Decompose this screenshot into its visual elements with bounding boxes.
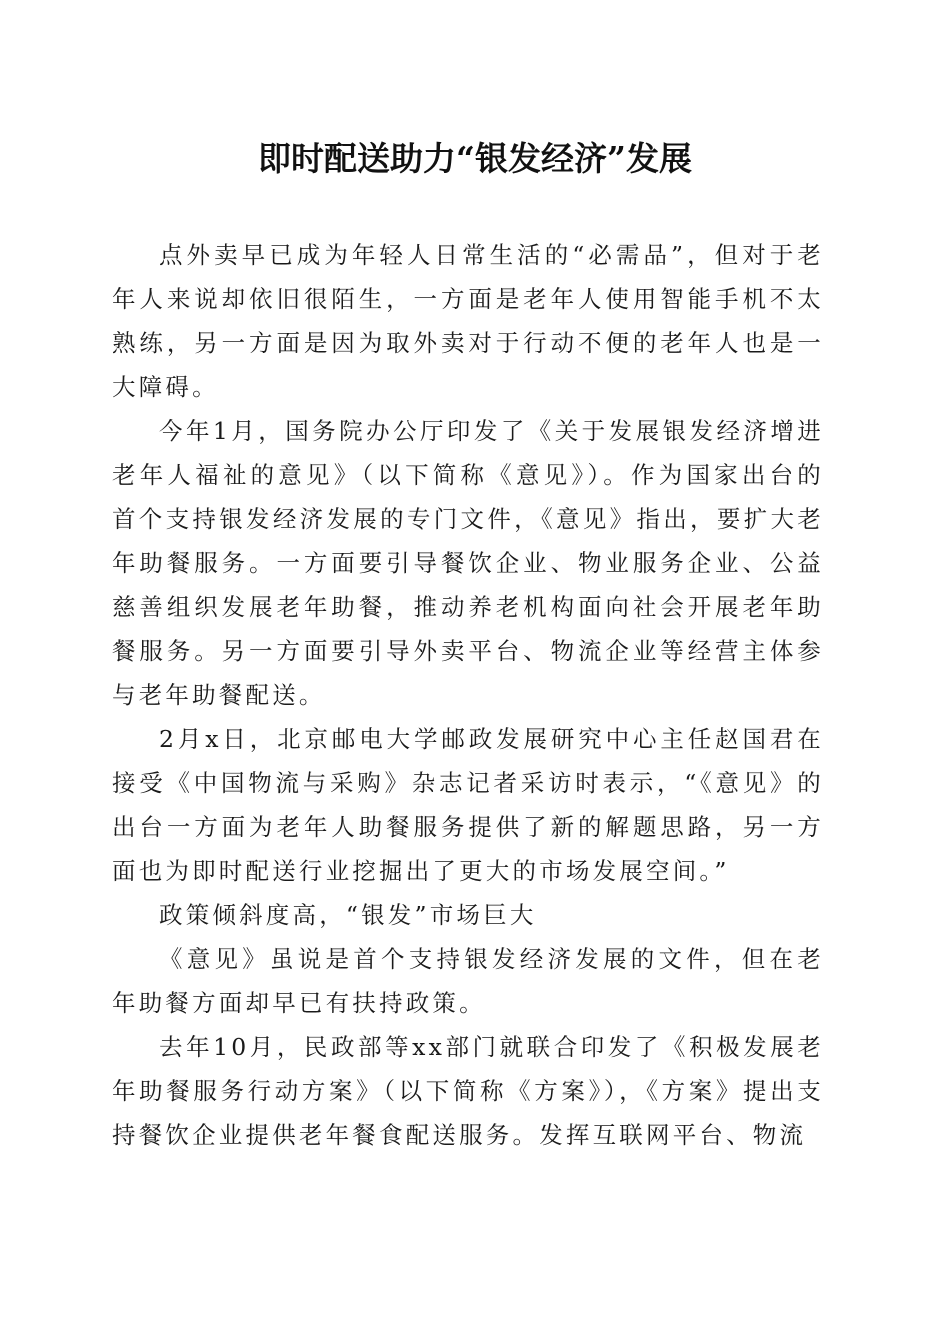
paragraph: 点外卖早已成为年轻人日常生活的“必需品”，但对于老年人来说却依旧很陌生，一方面是老年人使用智能手机不太熟练，另一方面是因为取外卖对于行动不便的老年人也是一大障碍。 [112,241,824,401]
document-body [112,233,824,1157]
paragraph: 《意见》虽说是首个支持银发经济发展的文件，但在老年助餐方面却早已有扶持政策。 [112,945,824,1017]
paragraph: 去年10月，民政部等xx部门就联合印发了《积极发展老年助餐服务行动方案》（以下简称《方案》），《方案》提出支持餐饮企业提供老年餐食配送服务。发挥互联网平台、物流 [112,1033,824,1149]
document-title: 即时配送助力“银发经济”发展 [258,139,692,178]
section-heading: 政策倾斜度高，“银发”市场巨大 [159,901,537,929]
paragraph: 2月x日，北京邮电大学邮政发展研究中心主任赵国君在接受《中国物流与采购》杂志记者采访时表示，“《意见》的出台一方面为老年人助餐服务提供了新的解题思路，另一方面也为即时配送行业挖掘出了更大的市场发展空间。” [112,725,824,885]
paragraph: 今年1月，国务院办公厅印发了《关于发展银发经济增进老年人福祉的意见》（以下简称《意见》）。作为国家出台的首个支持银发经济发展的专门文件，《意见》指出，要扩大老年助餐服务。一方面要引导餐饮企业、物业服务企业、公益慈善组织发展老年助餐，推动养老机构面向社会开展老年助餐服务。另一方面要引导外卖平台、物流企业等经营主体参与老年助餐配送。 [112,417,824,709]
